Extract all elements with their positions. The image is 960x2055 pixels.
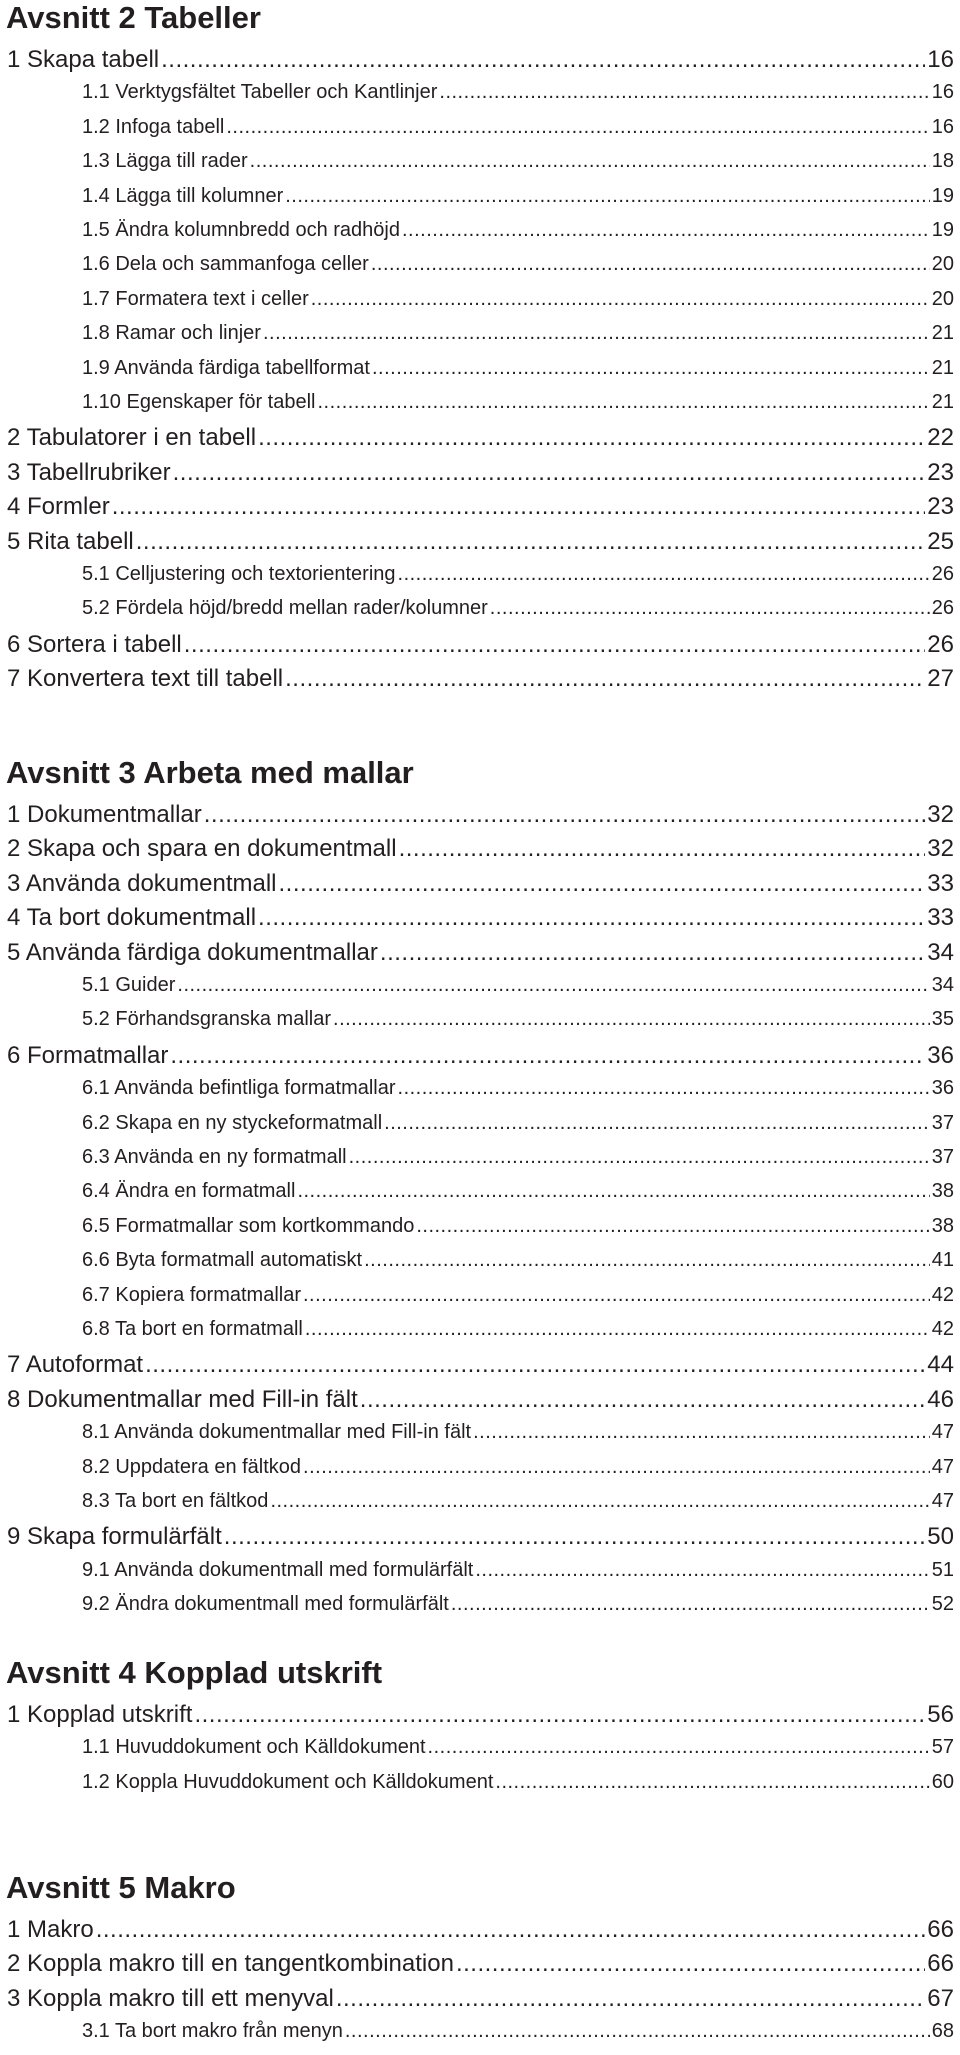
toc-entry-page-number: 56 bbox=[927, 1701, 954, 1728]
toc-entry-title: 7 Autoformat bbox=[7, 1351, 144, 1379]
toc-entry[interactable] bbox=[7, 1949, 954, 1979]
toc-entry-page-number: 34 bbox=[931, 974, 954, 996]
toc-entry[interactable] bbox=[82, 114, 954, 140]
toc-entry[interactable] bbox=[7, 1385, 954, 1415]
toc-entry-page-number: 42 bbox=[931, 1318, 954, 1340]
toc-entry-title: 6.7 Kopiera formatmallar bbox=[82, 1283, 301, 1306]
toc-entry-page-number: 37 bbox=[931, 1146, 954, 1168]
toc-entry-page-number: 21 bbox=[931, 391, 954, 413]
toc-entry-title: 5 Använda färdiga dokumentmallar bbox=[7, 938, 378, 966]
toc-entry-title: 1.7 Formatera text i celler bbox=[82, 287, 309, 310]
dot-leader bbox=[336, 1984, 925, 2014]
dot-leader bbox=[371, 251, 930, 277]
toc-entry-page-number: 36 bbox=[931, 1077, 954, 1100]
toc-entry[interactable] bbox=[82, 1591, 954, 1617]
toc-entry-title: 1.4 Lägga till kolumner bbox=[82, 184, 284, 207]
toc-entry[interactable] bbox=[7, 1915, 954, 1945]
toc-entry-title: 3 Koppla makro till ett menyval bbox=[7, 1984, 334, 2012]
dot-leader bbox=[364, 1247, 930, 1273]
dot-leader bbox=[490, 595, 930, 621]
toc-entry-title: 1.1 Verktygsfältet Tabeller och Kantlinjer bbox=[82, 81, 438, 104]
toc-entry-page-number: 46 bbox=[927, 1385, 954, 1413]
toc-entry-page-number: 20 bbox=[931, 287, 954, 310]
toc-entry-page-number: 35 bbox=[931, 1008, 954, 1031]
toc-entry-title: 9.2 Ändra dokumentmall med formulärfält bbox=[82, 1593, 449, 1616]
toc-entry-title: 8 Dokumentmallar med Fill-in fält bbox=[7, 1385, 358, 1413]
toc-entry-page-number: 67 bbox=[927, 1984, 954, 2012]
toc-entry[interactable] bbox=[7, 903, 954, 933]
section-heading: Avsnitt 3 Arbeta med mallar bbox=[6, 755, 414, 790]
toc-entry-title: 6 Formatmallar bbox=[7, 1041, 169, 1069]
toc-entry-title: 6.6 Byta formatmall automatiskt bbox=[82, 1249, 363, 1272]
dot-leader bbox=[428, 1734, 930, 1760]
toc-entry[interactable] bbox=[82, 1488, 954, 1514]
toc-entry-title: 1.2 Infoga tabell bbox=[82, 115, 225, 138]
toc-entry-title: 1.2 Koppla Huvuddokument och Källdokument bbox=[82, 1770, 494, 1793]
dot-leader bbox=[398, 1075, 930, 1101]
toc-entry-title: 6 Sortera i tabell bbox=[7, 630, 182, 658]
section-heading: Avsnitt 2 Tabeller bbox=[6, 0, 261, 35]
toc-entry-page-number: 34 bbox=[927, 938, 954, 966]
toc-entry-title: 1 Makro bbox=[7, 1916, 94, 1943]
toc-entry[interactable] bbox=[7, 458, 954, 488]
toc-entry-page-number: 66 bbox=[927, 1950, 954, 1978]
toc-entry-title: 8.2 Uppdatera en fältkod bbox=[82, 1455, 302, 1478]
dot-leader bbox=[399, 834, 926, 864]
toc-entry[interactable] bbox=[7, 630, 954, 660]
toc-entry-page-number: 23 bbox=[927, 458, 954, 486]
dot-leader bbox=[226, 114, 929, 140]
section-heading: Avsnitt 5 Makro bbox=[6, 1870, 236, 1905]
toc-entry[interactable] bbox=[7, 1522, 954, 1552]
toc-entry-title: 6.2 Skapa en ny styckeformatmall bbox=[82, 1111, 383, 1134]
toc-entry-page-number: 47 bbox=[931, 1455, 954, 1478]
toc-entry-page-number: 26 bbox=[927, 630, 954, 658]
toc-entry[interactable] bbox=[7, 423, 954, 453]
dot-leader bbox=[372, 355, 930, 381]
toc-entry-title: 1 Kopplad utskrift bbox=[7, 1701, 193, 1728]
toc-entry-title: 9.1 Använda dokumentmall med formulärfält bbox=[82, 1558, 474, 1581]
toc-entry-page-number: 41 bbox=[931, 1249, 954, 1272]
toc-entry-title: 6.4 Ändra en formatmall bbox=[82, 1180, 296, 1203]
toc-entry[interactable] bbox=[7, 869, 954, 899]
toc-entry[interactable] bbox=[7, 664, 954, 694]
dot-leader bbox=[136, 527, 926, 557]
dot-leader bbox=[303, 1454, 930, 1480]
toc-entry-page-number: 26 bbox=[931, 563, 954, 585]
toc-entry[interactable] bbox=[82, 217, 954, 243]
toc-entry-page-number: 42 bbox=[931, 1283, 954, 1306]
toc-entry[interactable] bbox=[82, 286, 954, 312]
dot-leader bbox=[398, 561, 930, 587]
toc-entry-page-number: 16 bbox=[927, 46, 954, 73]
toc-entry-page-number: 47 bbox=[931, 1490, 954, 1512]
dot-leader bbox=[204, 800, 926, 830]
toc-entry-page-number: 37 bbox=[931, 1111, 954, 1134]
dot-leader bbox=[173, 458, 926, 488]
dot-leader bbox=[311, 286, 930, 312]
toc-entry-title: 3 Tabellrubriker bbox=[7, 458, 171, 486]
toc-entry-page-number: 25 bbox=[927, 527, 954, 555]
toc-entry-page-number: 16 bbox=[931, 115, 954, 138]
toc-entry-title: 6.8 Ta bort en formatmall bbox=[82, 1318, 303, 1340]
toc-entry-page-number: 33 bbox=[927, 869, 954, 897]
toc-entry-title: 3 Använda dokumentmall bbox=[7, 869, 277, 897]
toc-entry-page-number: 19 bbox=[931, 184, 954, 207]
toc-entry[interactable] bbox=[7, 834, 954, 864]
dot-leader bbox=[145, 1350, 925, 1380]
toc-entry[interactable] bbox=[82, 320, 954, 346]
dot-leader bbox=[333, 1006, 930, 1032]
dot-leader bbox=[279, 869, 926, 899]
toc-entry-page-number: 21 bbox=[931, 356, 954, 379]
toc-entry-page-number: 38 bbox=[931, 1214, 954, 1237]
toc-entry-title: 1.10 Egenskaper för tabell bbox=[82, 391, 316, 413]
dot-leader bbox=[184, 630, 926, 660]
dot-leader bbox=[285, 664, 925, 694]
dot-leader bbox=[451, 1591, 930, 1617]
dot-leader bbox=[177, 972, 929, 998]
toc-entry[interactable] bbox=[7, 527, 954, 557]
toc-entry-title: 1.5 Ändra kolumnbredd och radhöjd bbox=[82, 219, 400, 241]
toc-entry[interactable] bbox=[7, 1700, 954, 1730]
toc-entry-page-number: 32 bbox=[927, 801, 954, 828]
toc-entry-title: 5.1 Celljustering och textorientering bbox=[82, 563, 396, 585]
toc-entry[interactable] bbox=[82, 2018, 954, 2044]
dot-leader bbox=[258, 423, 925, 453]
dot-leader bbox=[297, 1178, 929, 1204]
toc-entry-title: 1.1 Huvuddokument och Källdokument bbox=[82, 1736, 426, 1759]
toc-entry[interactable] bbox=[82, 1075, 954, 1101]
toc-entry-title: 8.3 Ta bort en fältkod bbox=[82, 1490, 269, 1512]
toc-entry-page-number: 52 bbox=[931, 1593, 954, 1616]
toc-entry-page-number: 32 bbox=[927, 835, 954, 863]
toc-entry-title: 1 Skapa tabell bbox=[7, 46, 160, 73]
toc-entry-page-number: 38 bbox=[931, 1180, 954, 1203]
dot-leader bbox=[416, 1213, 929, 1239]
toc-entry-page-number: 68 bbox=[931, 2020, 954, 2043]
toc-entry-page-number: 27 bbox=[927, 665, 954, 693]
toc-entry-title: 3.1 Ta bort makro från menyn bbox=[82, 2020, 343, 2043]
toc-entry-page-number: 50 bbox=[927, 1523, 954, 1551]
dot-leader bbox=[349, 1144, 930, 1170]
toc-entry-page-number: 66 bbox=[927, 1916, 954, 1943]
toc-entry-title: 2 Skapa och spara en dokumentmall bbox=[7, 835, 397, 863]
toc-entry[interactable] bbox=[82, 148, 954, 174]
toc-entry-title: 2 Tabulatorer i en tabell bbox=[7, 424, 257, 452]
dot-leader bbox=[285, 183, 930, 209]
toc-entry[interactable] bbox=[82, 79, 954, 105]
toc-entry-page-number: 16 bbox=[931, 81, 954, 104]
dot-leader bbox=[495, 1769, 929, 1795]
toc-entry-title: 6.5 Formatmallar som kortkommando bbox=[82, 1214, 415, 1237]
toc-entry-title: 1.9 Använda färdiga tabellformat bbox=[82, 356, 370, 379]
dot-leader bbox=[384, 1110, 930, 1136]
dot-leader bbox=[456, 1949, 925, 1979]
toc-entry-title: 5.2 Förhandsgranska mallar bbox=[82, 1008, 332, 1031]
dot-leader bbox=[224, 1522, 926, 1552]
toc-entry[interactable] bbox=[82, 1213, 954, 1239]
toc-entry-page-number: 57 bbox=[931, 1736, 954, 1759]
toc-entry-title: 2 Koppla makro till en tangentkombination bbox=[7, 1950, 454, 1978]
toc-entry[interactable] bbox=[82, 1419, 954, 1445]
toc-entry[interactable] bbox=[7, 938, 954, 968]
toc-entry-page-number: 51 bbox=[931, 1558, 954, 1581]
toc-entry[interactable] bbox=[82, 389, 954, 415]
toc-entry-page-number: 23 bbox=[927, 493, 954, 521]
toc-entry-title: 6.1 Använda befintliga formatmallar bbox=[82, 1077, 396, 1100]
toc-entry-title: 1.6 Dela och sammanfoga celler bbox=[82, 253, 369, 276]
toc-entry[interactable] bbox=[7, 492, 954, 522]
dot-leader bbox=[402, 217, 930, 243]
toc-entry-page-number: 22 bbox=[927, 424, 954, 452]
dot-leader bbox=[250, 148, 930, 174]
toc-entry-title: 5 Rita tabell bbox=[7, 527, 134, 555]
dot-leader bbox=[303, 1282, 930, 1308]
toc-entry[interactable] bbox=[82, 1247, 954, 1273]
dot-leader bbox=[318, 389, 930, 415]
toc-entry[interactable] bbox=[82, 972, 954, 998]
toc-entry[interactable] bbox=[82, 1454, 954, 1480]
toc-entry-title: 8.1 Använda dokumentmallar med Fill-in fält bbox=[82, 1421, 472, 1444]
dot-leader bbox=[439, 79, 929, 105]
dot-leader bbox=[112, 492, 926, 522]
dot-leader bbox=[194, 1700, 925, 1730]
dot-leader bbox=[475, 1557, 929, 1583]
toc-entry-title: 1.3 Lägga till rader bbox=[82, 150, 248, 173]
toc-entry[interactable] bbox=[82, 1557, 954, 1583]
toc-entry[interactable] bbox=[82, 595, 954, 621]
toc-entry-title: 7 Konvertera text till tabell bbox=[7, 665, 284, 693]
dot-leader bbox=[96, 1915, 926, 1945]
toc-entry-title: 5.1 Guider bbox=[82, 974, 176, 996]
dot-leader bbox=[263, 320, 930, 346]
dot-leader bbox=[380, 938, 925, 968]
dot-leader bbox=[258, 903, 925, 933]
toc-entry-page-number: 19 bbox=[931, 219, 954, 241]
toc-entry-page-number: 21 bbox=[931, 322, 954, 345]
toc-entry[interactable] bbox=[82, 1006, 954, 1032]
toc-entry[interactable] bbox=[7, 800, 954, 830]
toc-entry-page-number: 36 bbox=[927, 1041, 954, 1069]
toc-entry[interactable] bbox=[7, 1041, 954, 1071]
toc-entry[interactable] bbox=[7, 45, 954, 75]
toc-entry-title: 1.8 Ramar och linjer bbox=[82, 322, 261, 345]
toc-entry-page-number: 20 bbox=[931, 253, 954, 276]
toc-entry-page-number: 47 bbox=[931, 1421, 954, 1444]
toc-entry-page-number: 18 bbox=[931, 150, 954, 173]
toc-entry-title: 4 Ta bort dokumentmall bbox=[7, 904, 257, 932]
toc-entry-title: 6.3 Använda en ny formatmall bbox=[82, 1146, 347, 1168]
toc-entry-title: 1 Dokumentmallar bbox=[7, 801, 202, 828]
dot-leader bbox=[305, 1316, 930, 1342]
toc-entry[interactable] bbox=[82, 561, 954, 587]
toc-entry-page-number: 33 bbox=[927, 904, 954, 932]
toc-entry[interactable] bbox=[7, 1984, 954, 2014]
toc-entry-page-number: 26 bbox=[931, 597, 954, 620]
toc-entry[interactable] bbox=[82, 183, 954, 209]
toc-entry[interactable] bbox=[82, 1110, 954, 1136]
toc-entry[interactable] bbox=[82, 1316, 954, 1342]
toc-entry[interactable] bbox=[82, 1144, 954, 1170]
toc-entry[interactable] bbox=[82, 1178, 954, 1204]
toc-entry[interactable] bbox=[82, 355, 954, 381]
dot-leader bbox=[345, 2018, 930, 2044]
toc-entry-title: 4 Formler bbox=[7, 493, 110, 521]
dot-leader bbox=[161, 45, 925, 75]
toc-entry[interactable] bbox=[82, 1769, 954, 1795]
toc-entry[interactable] bbox=[82, 1282, 954, 1308]
toc-entry-page-number: 44 bbox=[927, 1351, 954, 1379]
dot-leader bbox=[170, 1041, 925, 1071]
toc-entry[interactable] bbox=[82, 251, 954, 277]
toc-entry[interactable] bbox=[82, 1734, 954, 1760]
toc-entry-title: 9 Skapa formulärfält bbox=[7, 1523, 222, 1551]
dot-leader bbox=[360, 1385, 926, 1415]
dot-leader bbox=[473, 1419, 930, 1445]
toc-entry[interactable] bbox=[7, 1350, 954, 1380]
toc-entry-page-number: 60 bbox=[931, 1770, 954, 1793]
toc-entry-title: 5.2 Fördela höjd/bredd mellan rader/kolumner bbox=[82, 597, 488, 620]
dot-leader bbox=[270, 1488, 929, 1514]
section-heading: Avsnitt 4 Kopplad utskrift bbox=[6, 1655, 383, 1690]
